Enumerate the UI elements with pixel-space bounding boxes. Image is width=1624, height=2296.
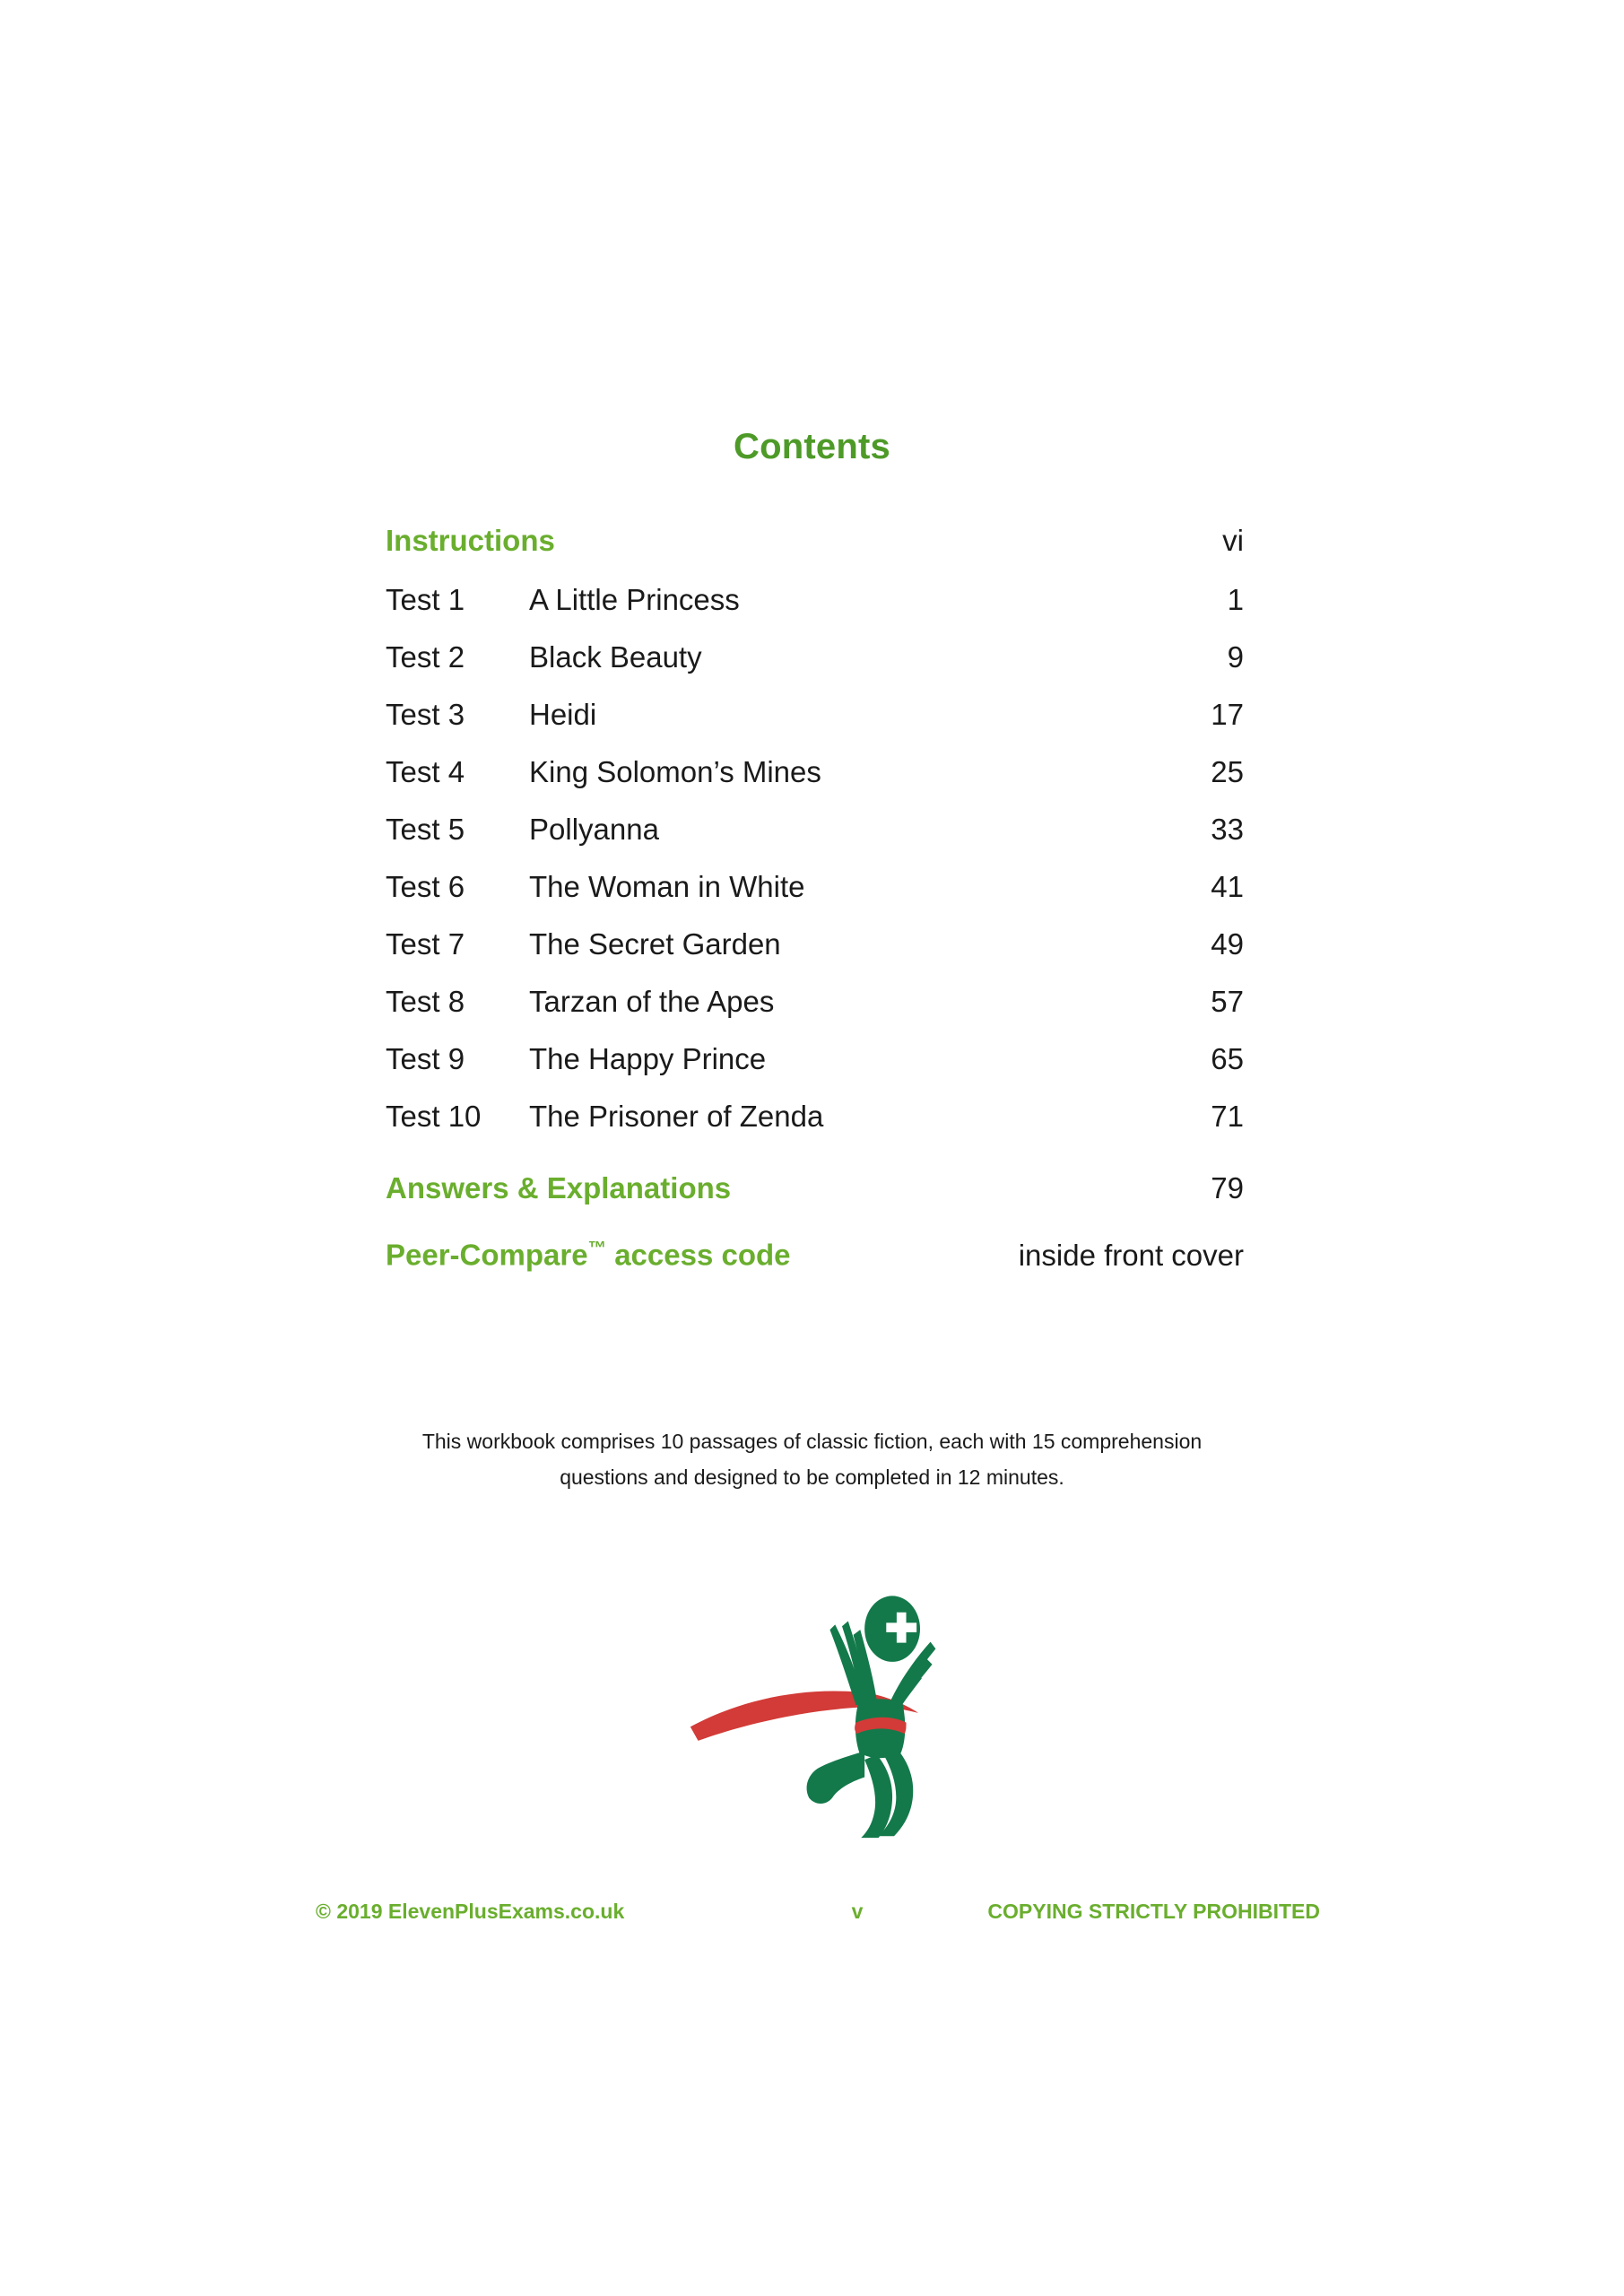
toc-test-label: Test 7 (386, 927, 465, 961)
toc-row-test-4[interactable] (386, 755, 1244, 813)
toc-row-test-9[interactable] (386, 1042, 1244, 1100)
toc-test-page: 65 (1211, 1042, 1244, 1075)
page-title: Contents (734, 427, 890, 466)
toc-test-label: Test 4 (386, 755, 465, 788)
toc-test-title: The Happy Prince (529, 1042, 767, 1075)
toc-test-label: Test 2 (386, 640, 465, 674)
toc-test-label: Test 6 (386, 870, 465, 903)
toc-row-instructions[interactable] (386, 524, 1244, 583)
runner-leg-back (807, 1751, 865, 1804)
toc-row-test-7[interactable] (386, 927, 1244, 985)
toc-test-page: 9 (1227, 640, 1244, 674)
toc-test-page: 57 (1211, 985, 1244, 1018)
peer-compare-name: Peer-Compare (386, 1238, 588, 1272)
trademark-symbol: ™ (587, 1238, 607, 1258)
toc-page-peer-compare: inside front cover (1018, 1238, 1244, 1272)
runner-logo-icon (686, 1581, 946, 1841)
description-line-2: questions and designed to be completed in 12 minutes. (560, 1465, 1064, 1489)
copying-prohibited-notice: COPYING STRICTLY PROHIBITED (987, 1900, 1320, 1923)
workbook-description (0, 1423, 1624, 1495)
toc-test-title: The Woman in White (529, 870, 805, 903)
toc-row-test-8[interactable] (386, 985, 1244, 1042)
toc-test-title: The Prisoner of Zenda (529, 1100, 824, 1133)
toc-page-instructions: vi (1222, 524, 1244, 557)
toc-test-label: Test 9 (386, 1042, 465, 1075)
brand-logo (686, 1581, 946, 1841)
toc-row-test-2[interactable] (386, 640, 1244, 698)
toc-label-answers: Answers & Explanations (386, 1171, 732, 1205)
page-footer (316, 1900, 1320, 1930)
toc-test-label: Test 5 (386, 813, 465, 846)
toc-test-page: 17 (1211, 698, 1244, 731)
toc-row-answers[interactable] (386, 1171, 1244, 1234)
toc-test-title: Black Beauty (529, 640, 702, 674)
toc-test-title: A Little Princess (529, 583, 740, 616)
toc-test-title: Pollyanna (529, 813, 659, 846)
toc-row-test-6[interactable] (386, 870, 1244, 927)
toc-row-test-3[interactable] (386, 698, 1244, 755)
toc-row-test-1[interactable] (386, 583, 1244, 640)
toc-label-peer-compare (386, 1238, 1019, 1273)
toc-label-instructions: Instructions (386, 524, 555, 557)
toc-test-label: Test 1 (386, 583, 465, 616)
toc-row-peer-compare[interactable] (386, 1238, 1244, 1295)
toc-test-page: 49 (1211, 927, 1244, 961)
copyright-notice: © 2019 ElevenPlusExams.co.uk (316, 1900, 625, 1923)
toc-test-page: 33 (1211, 813, 1244, 846)
toc-test-page: 1 (1227, 583, 1244, 616)
toc-test-page: 25 (1211, 755, 1244, 788)
toc-row-test-5[interactable] (386, 813, 1244, 870)
toc-test-label: Test 8 (386, 985, 465, 1018)
toc-test-title: King Solomon’s Mines (529, 755, 821, 788)
toc-page-answers: 79 (1211, 1171, 1244, 1205)
toc-test-label: Test 10 (386, 1100, 482, 1133)
toc-test-page: 41 (1211, 870, 1244, 903)
table-of-contents (386, 524, 1244, 1295)
toc-test-title: Heidi (529, 698, 597, 731)
toc-test-page: 71 (1211, 1100, 1244, 1133)
toc-row-test-10[interactable] (386, 1100, 1244, 1157)
toc-test-title: Tarzan of the Apes (529, 985, 775, 1018)
peer-compare-suffix: access code (606, 1238, 791, 1272)
footer-page-number: v (851, 1900, 864, 1923)
description-line-1: This workbook comprises 10 passages of classic fiction, each with 15 comprehension (421, 1430, 1203, 1453)
toc-test-title: The Secret Garden (529, 927, 781, 961)
toc-test-label: Test 3 (386, 698, 465, 731)
